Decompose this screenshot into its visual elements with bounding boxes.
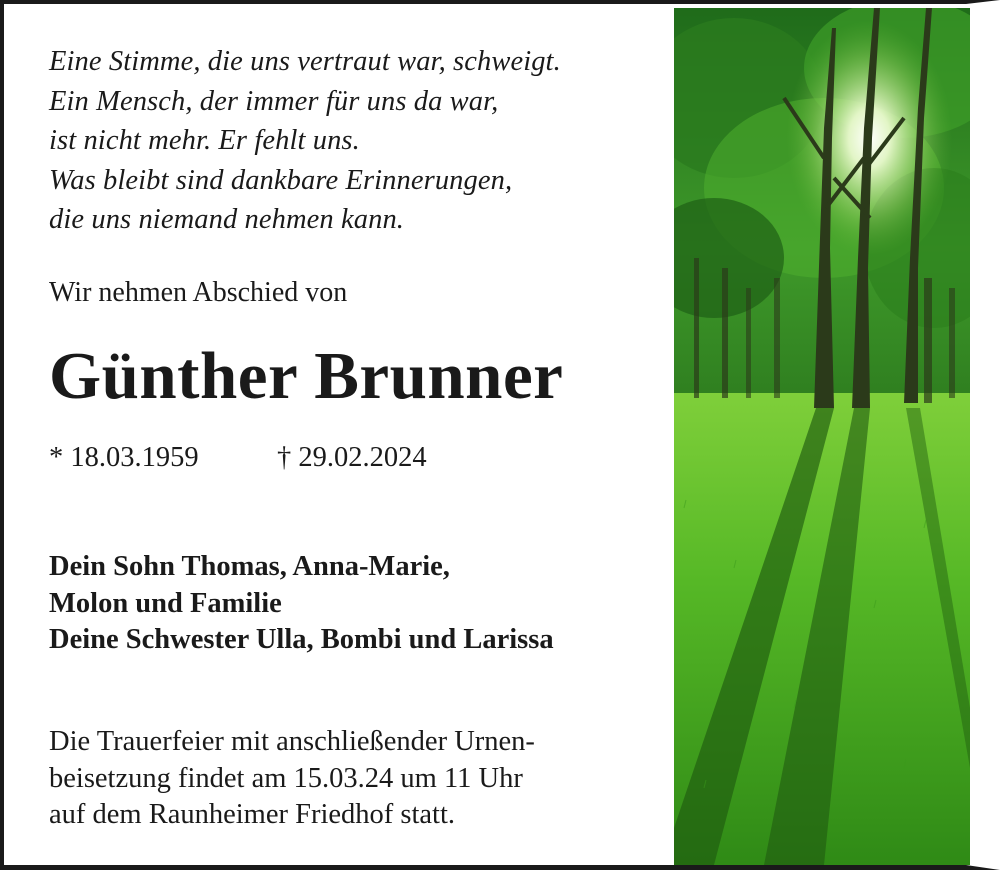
forest-park-photo bbox=[674, 8, 970, 865]
service-line: auf dem Raunheimer Friedhof statt. bbox=[49, 799, 456, 830]
text-column bbox=[49, 4, 659, 865]
poem bbox=[49, 42, 561, 240]
poem-line: Ein Mensch, der immer für uns da war, bbox=[49, 85, 499, 117]
poem-line: Eine Stimme, die uns vertraut war, schweigt. bbox=[49, 46, 561, 77]
service-line: beisetzung findet am 15.03.24 um 11 Uhr bbox=[49, 762, 523, 794]
mourner-line: Dein Sohn Thomas, Anna-Marie, bbox=[49, 551, 450, 582]
service-line: Die Trauerfeier mit anschließender Urnen- bbox=[49, 726, 535, 757]
poem-line: ist nicht mehr. Er fehlt uns. bbox=[49, 125, 360, 156]
mourner-line: Molon und Familie bbox=[49, 587, 282, 619]
mourners bbox=[49, 549, 554, 659]
poem-line: die uns niemand nehmen kann. bbox=[49, 204, 405, 235]
birth-date: * 18.03.1959 bbox=[49, 442, 199, 473]
deceased-name: Günther Brunner bbox=[49, 339, 564, 413]
funeral-service-info bbox=[49, 724, 535, 834]
forest-illustration bbox=[674, 8, 970, 865]
poem-line: Was bleibt sind dankbare Erinnerungen, bbox=[49, 164, 513, 196]
mourner-line: Deine Schwester Ulla, Bombi und Larissa bbox=[49, 624, 554, 655]
life-dates bbox=[49, 442, 427, 474]
farewell-intro: Wir nehmen Abschied von bbox=[49, 277, 348, 308]
death-date: † 29.02.2024 bbox=[277, 442, 427, 473]
